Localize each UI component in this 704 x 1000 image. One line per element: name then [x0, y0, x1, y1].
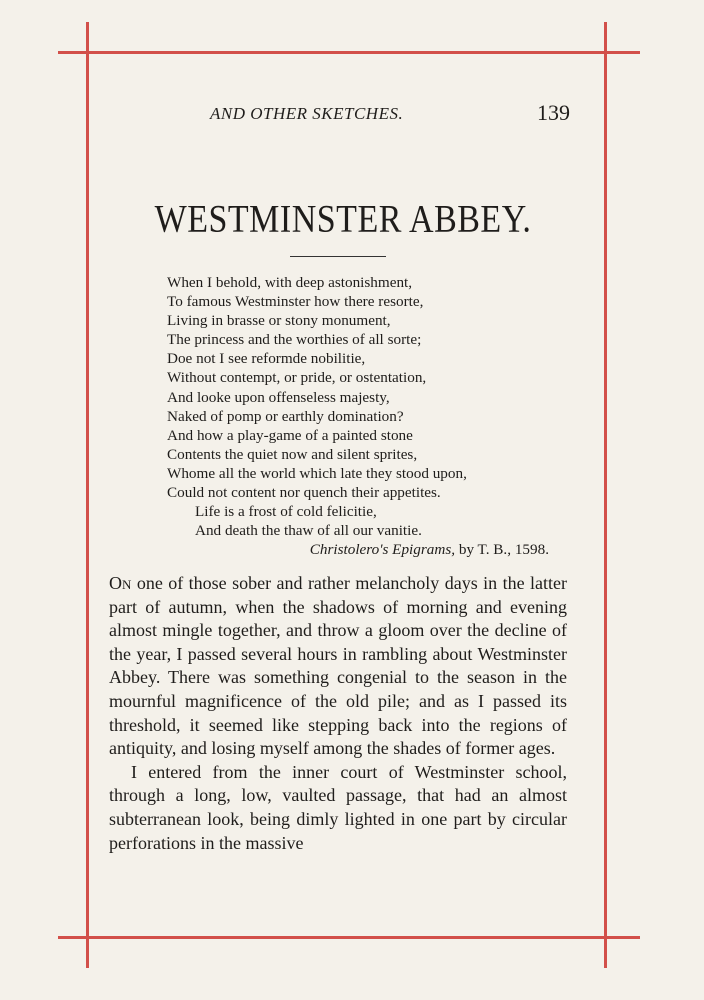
poem-line-indented: Life is a frost of cold felicitie, [195, 503, 377, 521]
paragraph-2: I entered from the inner court of Westminster school, through a long, low, vaulted passage, that had an almost subterranean look, being dimly lighted in one part by circular perforations in the massive [109, 761, 567, 853]
poem-line: Whome all the world which late they stood upon, [167, 464, 467, 482]
poem-line: The princess and the worthies of all sorte; [167, 331, 422, 349]
attribution-author: by T. B., 1598. [455, 541, 549, 559]
poem-line: Contents the quiet now and silent sprites, [167, 445, 418, 463]
poem-line: To famous Westminster how there resorte, [167, 293, 424, 311]
chapter-title: WESTMINSTER ABBEY. [154, 198, 532, 241]
poem-line: And looke upon offenseless majesty, [167, 388, 390, 406]
border-rule-top [58, 51, 640, 54]
poem-line: Could not content nor quench their appetites. [167, 484, 441, 502]
poem-line: Doe not I see reformde nobilitie, [167, 350, 366, 368]
poem-attribution [167, 540, 567, 559]
poem-line: And how a play-game of a painted stone [167, 426, 413, 444]
body-text [109, 572, 567, 855]
poem-line: Without contempt, or pride, or ostentation, [167, 369, 427, 387]
paragraph-1 [109, 572, 567, 761]
running-head: AND OTHER SKETCHES. [210, 104, 404, 123]
border-rule-bottom [58, 936, 640, 939]
poem-line: Naked of pomp or earthly domination? [167, 407, 404, 425]
poem-line: When I behold, with deep astonishment, [167, 274, 413, 291]
border-rule-left [86, 22, 89, 968]
paragraph-1-text: one of those sober and rather melancholy days in the latter part of autumn, when the shadows of morning and evening almost mingle together, and throw a gloom over the decline of the year, I passed several hours in rambling about Westminster Abbey. There was something congenial to the season in the mournful magnificence of the old pile; and as I passed its threshold, it seemed like stepping back into the regions of antiquity, and losing myself among the shades of former ages. [109, 573, 567, 759]
page-number: 139 [537, 100, 570, 125]
epigraph-poem [167, 273, 567, 559]
poem-line: Living in brasse or stony monument, [167, 312, 391, 330]
drop-word: On [109, 573, 132, 593]
attribution-work: Christolero's Epigrams, [309, 541, 456, 559]
poem-line-indented: And death the thaw of all our vanitie. [195, 522, 422, 540]
border-rule-right [604, 22, 607, 968]
title-divider [290, 256, 386, 257]
page-header [110, 100, 576, 130]
